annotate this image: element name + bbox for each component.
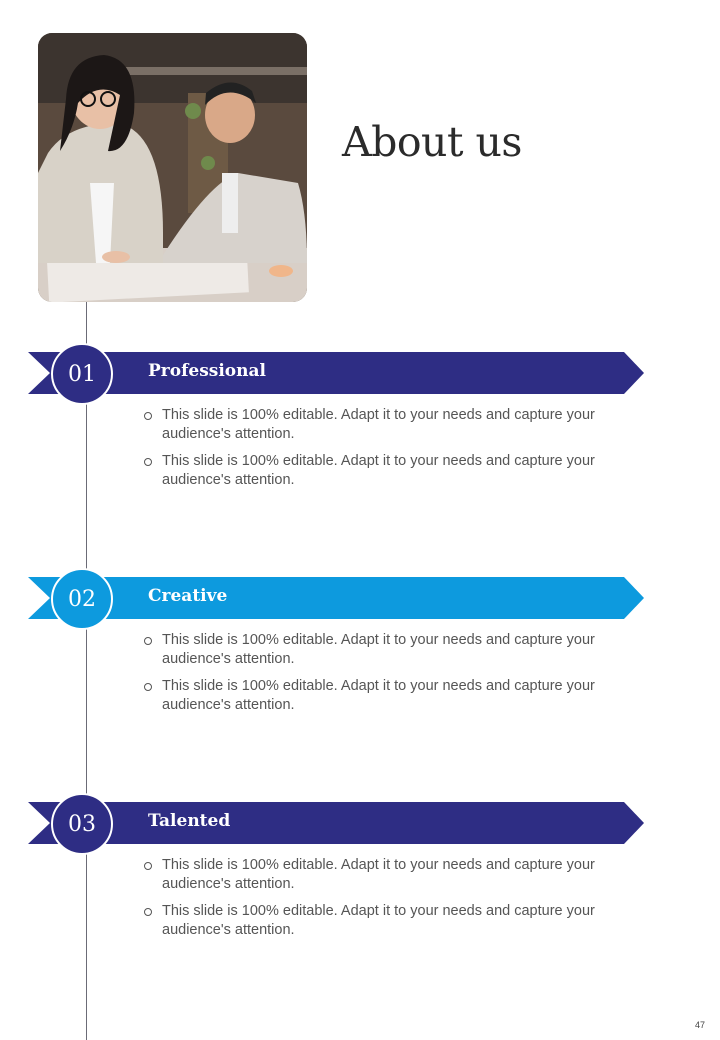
bullet-text: This slide is 100% editable. Adapt it to your needs and capture your audience's attention. [162, 632, 595, 667]
bullet-text: This slide is 100% editable. Adapt it to your needs and capture your audience's attention. [162, 857, 595, 892]
bullet-circle-icon [144, 908, 152, 916]
list-item [144, 902, 644, 940]
bullet-text: This slide is 100% editable. Adapt it to your needs and capture your audience's attention. [162, 407, 595, 442]
bullet-text: This slide is 100% editable. Adapt it to your needs and capture your audience's attention. [162, 903, 595, 938]
section-title: Talented [148, 811, 231, 831]
page-title: About us [342, 118, 522, 166]
section-talented [0, 802, 720, 1002]
list-item [144, 452, 644, 490]
bullet-circle-icon [144, 862, 152, 870]
bullet-circle-icon [144, 637, 152, 645]
bullet-text: This slide is 100% editable. Adapt it to your needs and capture your audience's attention. [162, 678, 595, 713]
section-banner [28, 802, 644, 844]
section-number-badge: 02 [51, 568, 113, 630]
section-creative [0, 577, 720, 777]
page-number: 47 [694, 1020, 705, 1030]
bullet-list [144, 631, 644, 723]
bullet-text: This slide is 100% editable. Adapt it to your needs and capture your audience's attention. [162, 453, 595, 488]
section-banner [28, 577, 644, 619]
list-item [144, 856, 644, 894]
bullet-circle-icon [144, 683, 152, 691]
section-professional [0, 352, 720, 552]
list-item [144, 406, 644, 444]
list-item [144, 677, 644, 715]
section-number-badge: 01 [51, 343, 113, 405]
banner-shape [28, 802, 644, 844]
list-item [144, 631, 644, 669]
team-photo [38, 33, 307, 302]
section-title: Creative [148, 586, 228, 606]
section-number-badge: 03 [51, 793, 113, 855]
bullet-circle-icon [144, 412, 152, 420]
bullet-list [144, 406, 644, 498]
banner-shape [28, 352, 644, 394]
section-title: Professional [148, 361, 266, 381]
section-banner [28, 352, 644, 394]
bullet-list [144, 856, 644, 948]
banner-shape [28, 577, 644, 619]
bullet-circle-icon [144, 458, 152, 466]
